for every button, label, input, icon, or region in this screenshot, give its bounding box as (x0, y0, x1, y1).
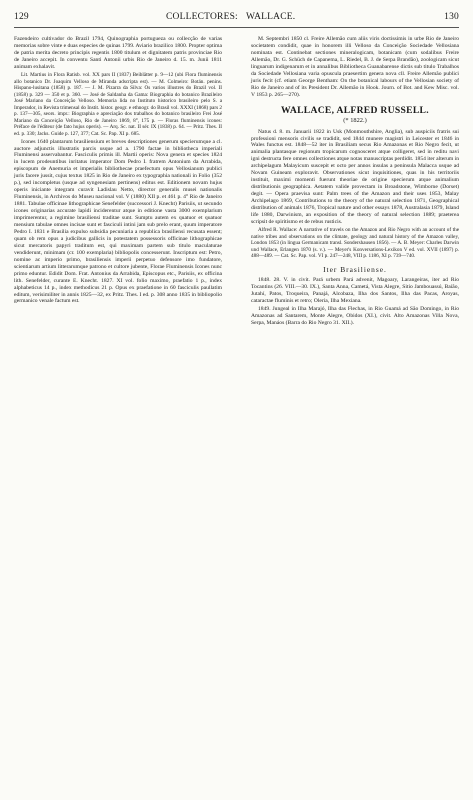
entry-dates: (* 1822.) (343, 116, 367, 124)
literature-paragraph: Alfred R. Wallace: A narrative of travels on the Amazon and Rio Negro with an account of the native tribes and observations on the climate, geology and natural history of the Amazon valley, London 1853 (in lingua Germanicam transl. Sondershausen 1856). — A. B. Meyer: Charles Darwin und Wallace, Erlangen 1870 (s. v.). — Meyer's Konversations-Lexikon V ed. vol. XVII (1897) p. 488—489. — Cat. Sc. Pap. vol. VI p. 247—248, VIII p. 1186, XI p. 739—740. (251, 227, 459, 260)
itinerary-paragraph: 1848. 28. V. in civit. Pará urbem Pará advenit, Magoary, Larangeiras, iter ad Rio Tocantins (26. VIII.—30. IX.), Santa Anna, Cametá, Vista Alegre, Sitio Jambouassú, Baião, Jutahí, Patos, Troqueira, Panajá, Alcobaza, Ilha dos Santos, Ilha das Pacas, Aroyas, cataractae fluminis et retro; Oleria, Ilha Mexiana. (251, 276, 459, 304)
running-header (14, 12, 459, 26)
running-title: COLLECTORES: (166, 12, 238, 22)
biography-paragraph: Natus d. 8. m. Januarii 1822 in Usk (Monmouthshire, Anglia), sub auspiciis fratris sui professioni mensoris civilis se tradidit, sed 1844 munere magistri in Leicester et 1846 in Wales functus est. 1848—52 iter in Brasiliam secus Rio Amazonas et Rio Negro fecit, ut animalia plantasque regionum tropicarum cognosceret atque colligeret, sed in reditu navi igni destructa fere omnes collectiones atque notas manuscriptas perdidit. 1854 iter alterum in archipelagum Malayicum suscepit et octo per annos insulas a peninsula Malacca usque ad Novam Guineam exploravit. Observationes sicut inquisitiones, quas in his territoriis instituit, maximi momenti fuerunt theoriae de origine specierum atque animalium distributionis geographica. Aetatem valide provectam in Broadstone, Wimborne (Dorset) degit. — Opera praevisa sunt: Palm trees of the Amazon and their uses 1853, Malay Archipelago 1869, Contributions to the theory of the natural selection 1871, Geographical distribution of animals 1876, Tropical nature and other essays 1878, Australasia 1879, Island life 1880, Darwinism, an exposition of the theory of natural selection 1889; praeterea scripsit de spiritismo et de rebus rusticis. (251, 128, 459, 225)
itinerary-paragraph: 1849. Jungeal in Ilha Marajó, Ilha das Flechas, in Rio Guamá ad São Domingo, in Rio Amazonas ad Santarem, Monte Alegre, Obidos (XI.), civit. Alto Amazonas Villa Nova, Serpa, Manáos (Barra do Rio Negro 31. XII.). (251, 306, 459, 326)
entry-title: WALLACE, ALFRED RUSSELL. (281, 104, 429, 116)
literature-paragraph: Lit. Martius in Flora Ratisb. vol. XX pars II (1837) Beiblätter p. 9—12 (ubi Flora fluminensis allo botanico Dr. Joaquim Velloso de Miranda adscripta est). — M. Colmeiro: Botán. penins. Hispano-lusitana (1858) p. 187. — J. M. Pizarra da Silva: Os varios illustres do Brazil vol. II (1858) p. 329 — 350 et p. 360. — José de Saldanha da Gama: Biographia do botanico Brazileiro José Mariano da Conceição Velloso. Memoria lida no Instituto historico brasileiro pelo S. a Imperador, in Revista trimensal do Instit. histor. geogr. e ethnogr. do Brasil vol. XXXI (1868) pars 2 p. 137—305, seors. impr.: Biographia e apreciação dos trabalhos do botanico brasileiro Frei José Mariano da Conceição Velloso, Rio de Janeiro 1869, 8°, 175 p. — Floras fluminensis icones: Préface de l'éditeur (de fato hujus operis). — Arq. Sc. nat. II sér. IX (1838) p. 64. — Pritz. Thes. II ed. p. 330; Jacks. Guide p. 127, 377; Cat. Sc. Pap. XI p. 685. (14, 72, 222, 137)
header-rule (14, 27, 459, 28)
page-number-right: 130 (444, 12, 459, 22)
running-name: WALLACE. (246, 12, 296, 22)
section-heading: Iter Brasiliense. (323, 264, 387, 274)
right-column (251, 36, 459, 328)
left-paragraph: Icones 1640 plantarum brasiliensium et breves descriptiones generum specierumque a cl. auctore adjunctis illustratis parcis usque ad a. 1790 factae in bibliotheca imperiali Fluminensi asservabantur. Fasciculis primis ill. Martii operis: Nova genera et species 1824 in lucem prodeuntibus inritatus imperator Dom Pedro I. fratrem Antonium da Arrabida, episcopum de Anemuria et imperialis bibliothecae praefectum opus Vellosianum publici juris facere jussit, cujus textus 1825 in Rio de Janeiro ex typographia nationali in Folio (352 p.), sed incompletus (usque ad syngenesiam pertinens) editus est. Editionem novam hujus operis iniciante integram curavit Ladislau Netto, director generalis musei nationalis Fluminensis, in Archivos do Museu nacional vol. V (1880) XII p. et 461 p. 4° Rio de Janeiro 1881. Tabulae officinae lithographicae Senefelder (successori J. Knecht) Parisiis, ut secundo icones originarias accurate lapidi inciderentur atque in editione vasta 3000 exemplarium imprimerentur, a regimine brasiliensi traditae sunt. Sumptu autem ex quatuor et quatuor mensium tabulae omnes incisae sunt et fasciculi intini jam sub prelo erant, quum imperatore Pedro I. 1831 e Brasilia expulso subsidia pecuniaria a republica brasiliensi recusata essent; quam ob rem opus a judicibus gallicis in potestatem possessoris officinae lithographicae sicut mercatoris papyri traditum est, qui maximam partem sub titulo maculaturae vendiderunt, minimam (cr. 100 exemplaria) bibliopolis concesserunt. Inscriptum est: Petro, nomine ac imperio primo, brasiliensis imperii perpetuo defensore imo fundatore, scientiarum artium litterarumque patrono et cultore jubente, Florae Fluminensis Icones nunc primo eduntur. Edidit Dom. Frat. Antonius da Arrabida, Episcopus etc., Parisiis, ex officina lith. Senefelder, curante E. Knecht. 1827. XI vol. folio maximo, praefatio 1 p., index alphabeticus 14 p., index methodicus 21 p. Opus ex praefatione in 60 fasciculis paullatim editum, verisimiliter in annis 1825—32, ex Pritz. Thes. I ed. p. 308 anno 1835 in bibliopolio germanico venale factum est. (14, 138, 222, 305)
right-paragraph: M. Septembri 1850 cl. Freire Allemão cum aliis viris doctissimis in urbe Rio de Janeiro societatem condidit, quae in honorem illi Velloso da Conceição Sociedade Vellosiana nominata est. Continebat sectiones mineralogicam, botanicam (cum sodalibus Freire Allemão, Dr. G. Schüch de Capanema, L. Riedel, B. J. de Serpa Brandão), zoologicam sicut linguarum indigenarum et in annalibus Bibliotheca Guanabarense dictis sub titulo Trabalhos da Sociedade Vellosiana varia opuscula praesertim genera nova cll. Freire Allemão publici juris fecit (cf. etiam George Bentham: On the botanical labours of the Vellosian society of Rio de Janeiro and of its President Dr. Allemão in Hook. Journ. of Bot. and Kew Misc. vol. V 1853 p. 265—270). (251, 36, 459, 98)
left-paragraph: Fazendeiro cultivador do Brazil 1794, Quinographia portugueza ou collecção de varias memorias sobre vinte e duas especies de quinas 1799. Aviario brazilico 1800. Propter optima de patria merita decreto principis regentis 1800 titulum et dignitatem patris provinciae Rio de Janeiro accepit. In conventu Santi Antonii urbis Rio de Janeiro d. 15. m. Junii 1811 animam exhalavit. (14, 36, 222, 70)
left-column (14, 36, 222, 307)
page-number-left: 129 (14, 12, 29, 22)
